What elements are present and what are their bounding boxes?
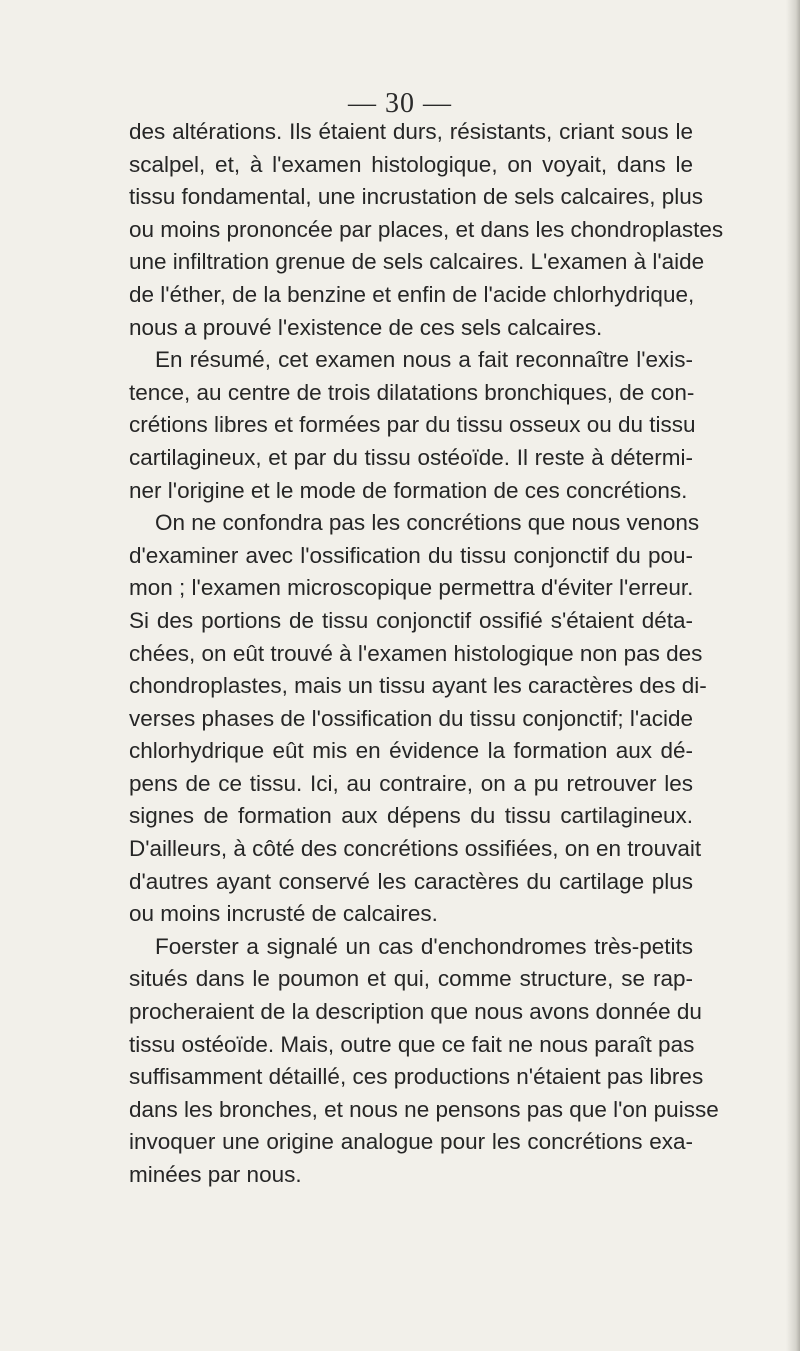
text-line: d'autres ayant conservé les caractères du cartilage plus <box>129 868 693 894</box>
paragraph <box>129 931 719 1192</box>
text-line: chondroplastes, mais un tissu ayant les caractères des di- <box>129 673 707 699</box>
text-line: tence, au centre de trois dilatations bronchiques, de con- <box>129 379 695 405</box>
text-line: On ne confondra pas les concrétions que nous venons <box>155 510 700 536</box>
paragraph <box>129 507 707 931</box>
text-line: de l'éther, de la benzine et enfin de l'acide chlorhydrique, <box>129 281 695 307</box>
text-line: cartilagineux, et par du tissu ostéoïde. Il reste à détermi- <box>129 444 693 470</box>
text-line: procheraient de la description que nous avons donnée du <box>129 999 702 1025</box>
text-line: nous a prouvé l'existence de ces sels calcaires. <box>129 314 603 340</box>
text-line: tissu fondamental, une incrustation de sels calcaires, plus <box>129 184 704 210</box>
text-line: ou moins prononcée par places, et dans les chondroplastes <box>129 216 724 242</box>
paragraph <box>129 344 696 507</box>
text-line: D'ailleurs, à côté des concrétions ossifiées, on en trouvait <box>129 836 702 862</box>
text-line: En résumé, cet examen nous a fait reconnaître l'exis- <box>155 347 693 373</box>
page-number: — 30 — <box>348 88 452 119</box>
text-line: d'examiner avec l'ossification du tissu conjonctif du pou- <box>129 542 693 568</box>
text-line: scalpel, et, à l'examen histologique, on voyait, dans le <box>129 151 693 177</box>
body-text <box>129 116 724 1192</box>
text-line: chées, on eût trouvé à l'examen histologique non pas des <box>129 640 703 666</box>
text-line: mon ; l'examen microscopique permettra d'éviter l'erreur. <box>129 575 694 601</box>
text-line: pens de ce tissu. Ici, au contraire, on a pu retrouver les <box>129 770 693 796</box>
text-line: ou moins incrusté de calcaires. <box>129 901 438 927</box>
text-line: suffisamment détaillé, ces productions n'étaient pas libres <box>129 1064 704 1090</box>
text-line: ner l'origine et le mode de formation de ces concrétions. <box>129 477 688 503</box>
text-line: une infiltration grenue de sels calcaires. L'examen à l'aide <box>129 249 705 275</box>
text-line: tissu ostéoïde. Mais, outre que ce fait ne nous paraît pas <box>129 1031 695 1057</box>
text-line: verses phases de l'ossification du tissu conjonctif; l'acide <box>129 705 693 731</box>
text-line: chlorhydrique eût mis en évidence la formation aux dé- <box>129 738 693 764</box>
text-line: signes de formation aux dépens du tissu cartilagineux. <box>129 803 693 829</box>
text-line: invoquer une origine analogue pour les concrétions exa- <box>129 1129 693 1155</box>
page-edge-shadow <box>786 0 800 1351</box>
text-line: Si des portions de tissu conjonctif ossifié s'étaient déta- <box>129 607 693 633</box>
text-line: dans les bronches, et nous ne pensons pas que l'on puisse <box>129 1096 719 1122</box>
text-line: situés dans le poumon et qui, comme structure, se rap- <box>129 966 693 992</box>
paragraph <box>129 116 724 344</box>
text-line: des altérations. Ils étaient durs, résistants, criant sous le <box>129 119 693 144</box>
text-line: minées par nous. <box>129 1162 302 1187</box>
text-line: crétions libres et formées par du tissu osseux ou du tissu <box>129 412 696 438</box>
text-line: Foerster a signalé un cas d'enchondromes très-petits <box>155 933 693 959</box>
